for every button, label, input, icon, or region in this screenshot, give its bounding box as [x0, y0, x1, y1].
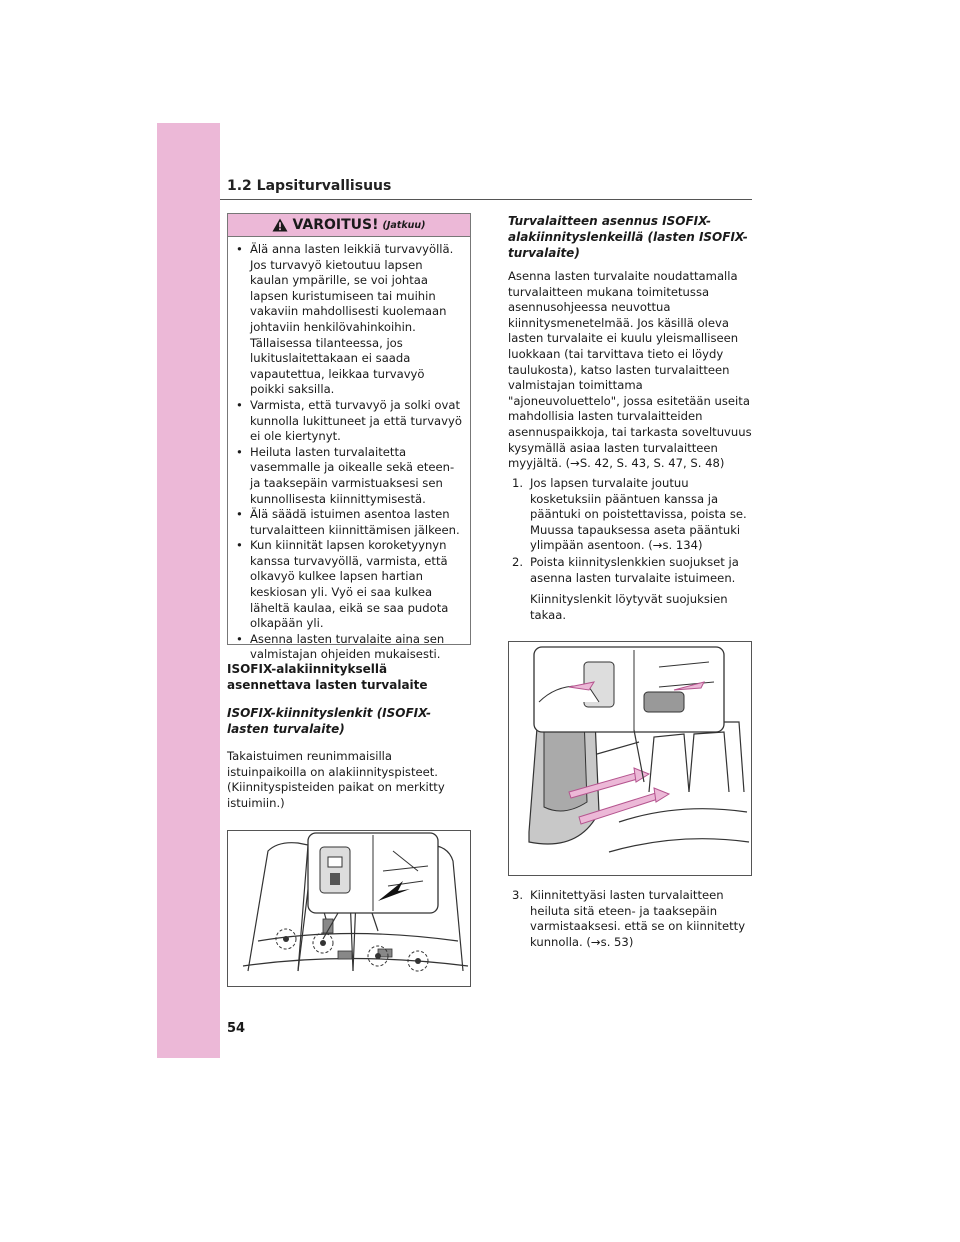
warning-item: • Asenna lasten turvalaite aina sen valmistajan ohjeiden mukaisesti. — [236, 632, 462, 663]
side-bar — [157, 123, 220, 1058]
warning-item: • Heiluta lasten turvalaitetta vasemmalle ja oikealle sekä eteen- ja taaksepäin varmistuaksesi sen kunnollisesta kiinnittymisestä. — [236, 445, 462, 507]
child-seat-install-figure — [508, 641, 752, 876]
step-3 — [512, 888, 752, 950]
isofix-heading: ISOFIX-alakiinnityksellä asennettava lasten turvalaite — [227, 662, 428, 692]
warning-item: • Älä säädä istuimen asentoa lasten turvalaitteen kiinnittämisen jälkeen. — [236, 507, 462, 538]
warning-header — [228, 214, 470, 237]
install-body: Asenna lasten turvalaite noudattamalla turvalaitteen mukana toimitetussa asennusohjeessa neuvottua kiinnitysmenetelmää. Jos käsillä oleva lasten turvalaite ei kuulu yleismalliseen luokkaan (tai tarvittava tieto ei löydy taulukosta), katso lasten turvalaitteen valmistajan toimittama "ajoneuvoluettelo", jossa esitetään useita mahdollisia lasten turvalaitteiden asennuspaikkoja, tai tarkasta soveltuvuus kysymällä asiaa lasten turvalaitteen myyjältä. (→S. 42, S. 43, S. 47, S. 48) — [508, 269, 752, 471]
warning-item: • Kun kiinnität lapsen koroketyynyn kanssa turvavyöllä, varmista, että olkavyö kulkee lapsen hartian keskiosan yli. Vyö ei saa kulkea läheltä kaulaa, eikä se saa pudota olkapään yli. — [236, 538, 462, 632]
warning-item: • Älä anna lasten leikkiä turvavyöllä. Jos turvavyö kietoutuu lapsen kaulan ympärille, se voi johtaa lapsen kuristumiseen tai muihin vakaviin mahdollisesti kuolemaan johtaviin henkilövahinkoihin. Tällaisessa tilanteessa, jos lukituslaitettakaan ei saada vapautettua, leikkaa turvavyö poikki saksilla. — [236, 242, 462, 398]
step-text: Kiinnitettyäsi lasten turvalaitteen heiluta sitä eteen- ja taaksepäin varmistaaksesi. että se on kiinnitetty kunnolla. (→s. 53) — [530, 888, 746, 949]
warning-list — [228, 237, 470, 663]
warning-title: VAROITUS! — [292, 217, 379, 233]
warning-triangle-icon — [272, 218, 288, 232]
warning-box — [227, 213, 471, 662]
rear-seat-illustration — [228, 831, 470, 986]
rear-seat-anchor-figure — [227, 830, 471, 987]
step-1 — [512, 476, 752, 554]
step-number: 2. — [512, 555, 524, 569]
step-note: Kiinnityslenkit löytyvät suojuksien takaa. — [530, 592, 728, 622]
step-2 — [512, 555, 752, 623]
warning-item: • Varmista, että turvavyö ja solki ovat kunnolla lukittuneet ja että turvavyö ei ole kiertynyt. — [236, 398, 462, 445]
isofix-body: Takaistuimen reunimmaisilla istuinpaikoilla on alakiinnityspisteet. (Kiinnityspisteiden paikat on merkitty istuimiin.) — [227, 749, 445, 810]
step-text: Jos lapsen turvalaite joutuu kosketuksiin pääntuen kanssa ja pääntuki on poistettavissa, poista se. Muussa tapauksessa aseta pääntuki ylimpään asentoon. (→s. 134) — [530, 476, 747, 553]
page-number: 54 — [227, 1021, 246, 1036]
step-text: Poista kiinnityslenkkien suojukset ja asenna lasten turvalaite istuimeen. — [530, 555, 739, 585]
step-number: 3. — [512, 888, 524, 902]
child-seat-illustration — [509, 642, 751, 875]
warning-continued: (Jatkuu) — [382, 219, 426, 231]
isofix-subheading: ISOFIX-kiinnityslenkit (ISOFIX- lasten turvalaite) — [227, 706, 431, 736]
section-rule — [220, 199, 752, 200]
step-number: 1. — [512, 476, 524, 490]
install-heading: Turvalaitteen asennus ISOFIX-alakiinnityslenkeillä (lasten ISOFIX-turvalaite) — [508, 214, 748, 260]
section-header: 1.2 Lapsiturvallisuus — [227, 178, 392, 194]
